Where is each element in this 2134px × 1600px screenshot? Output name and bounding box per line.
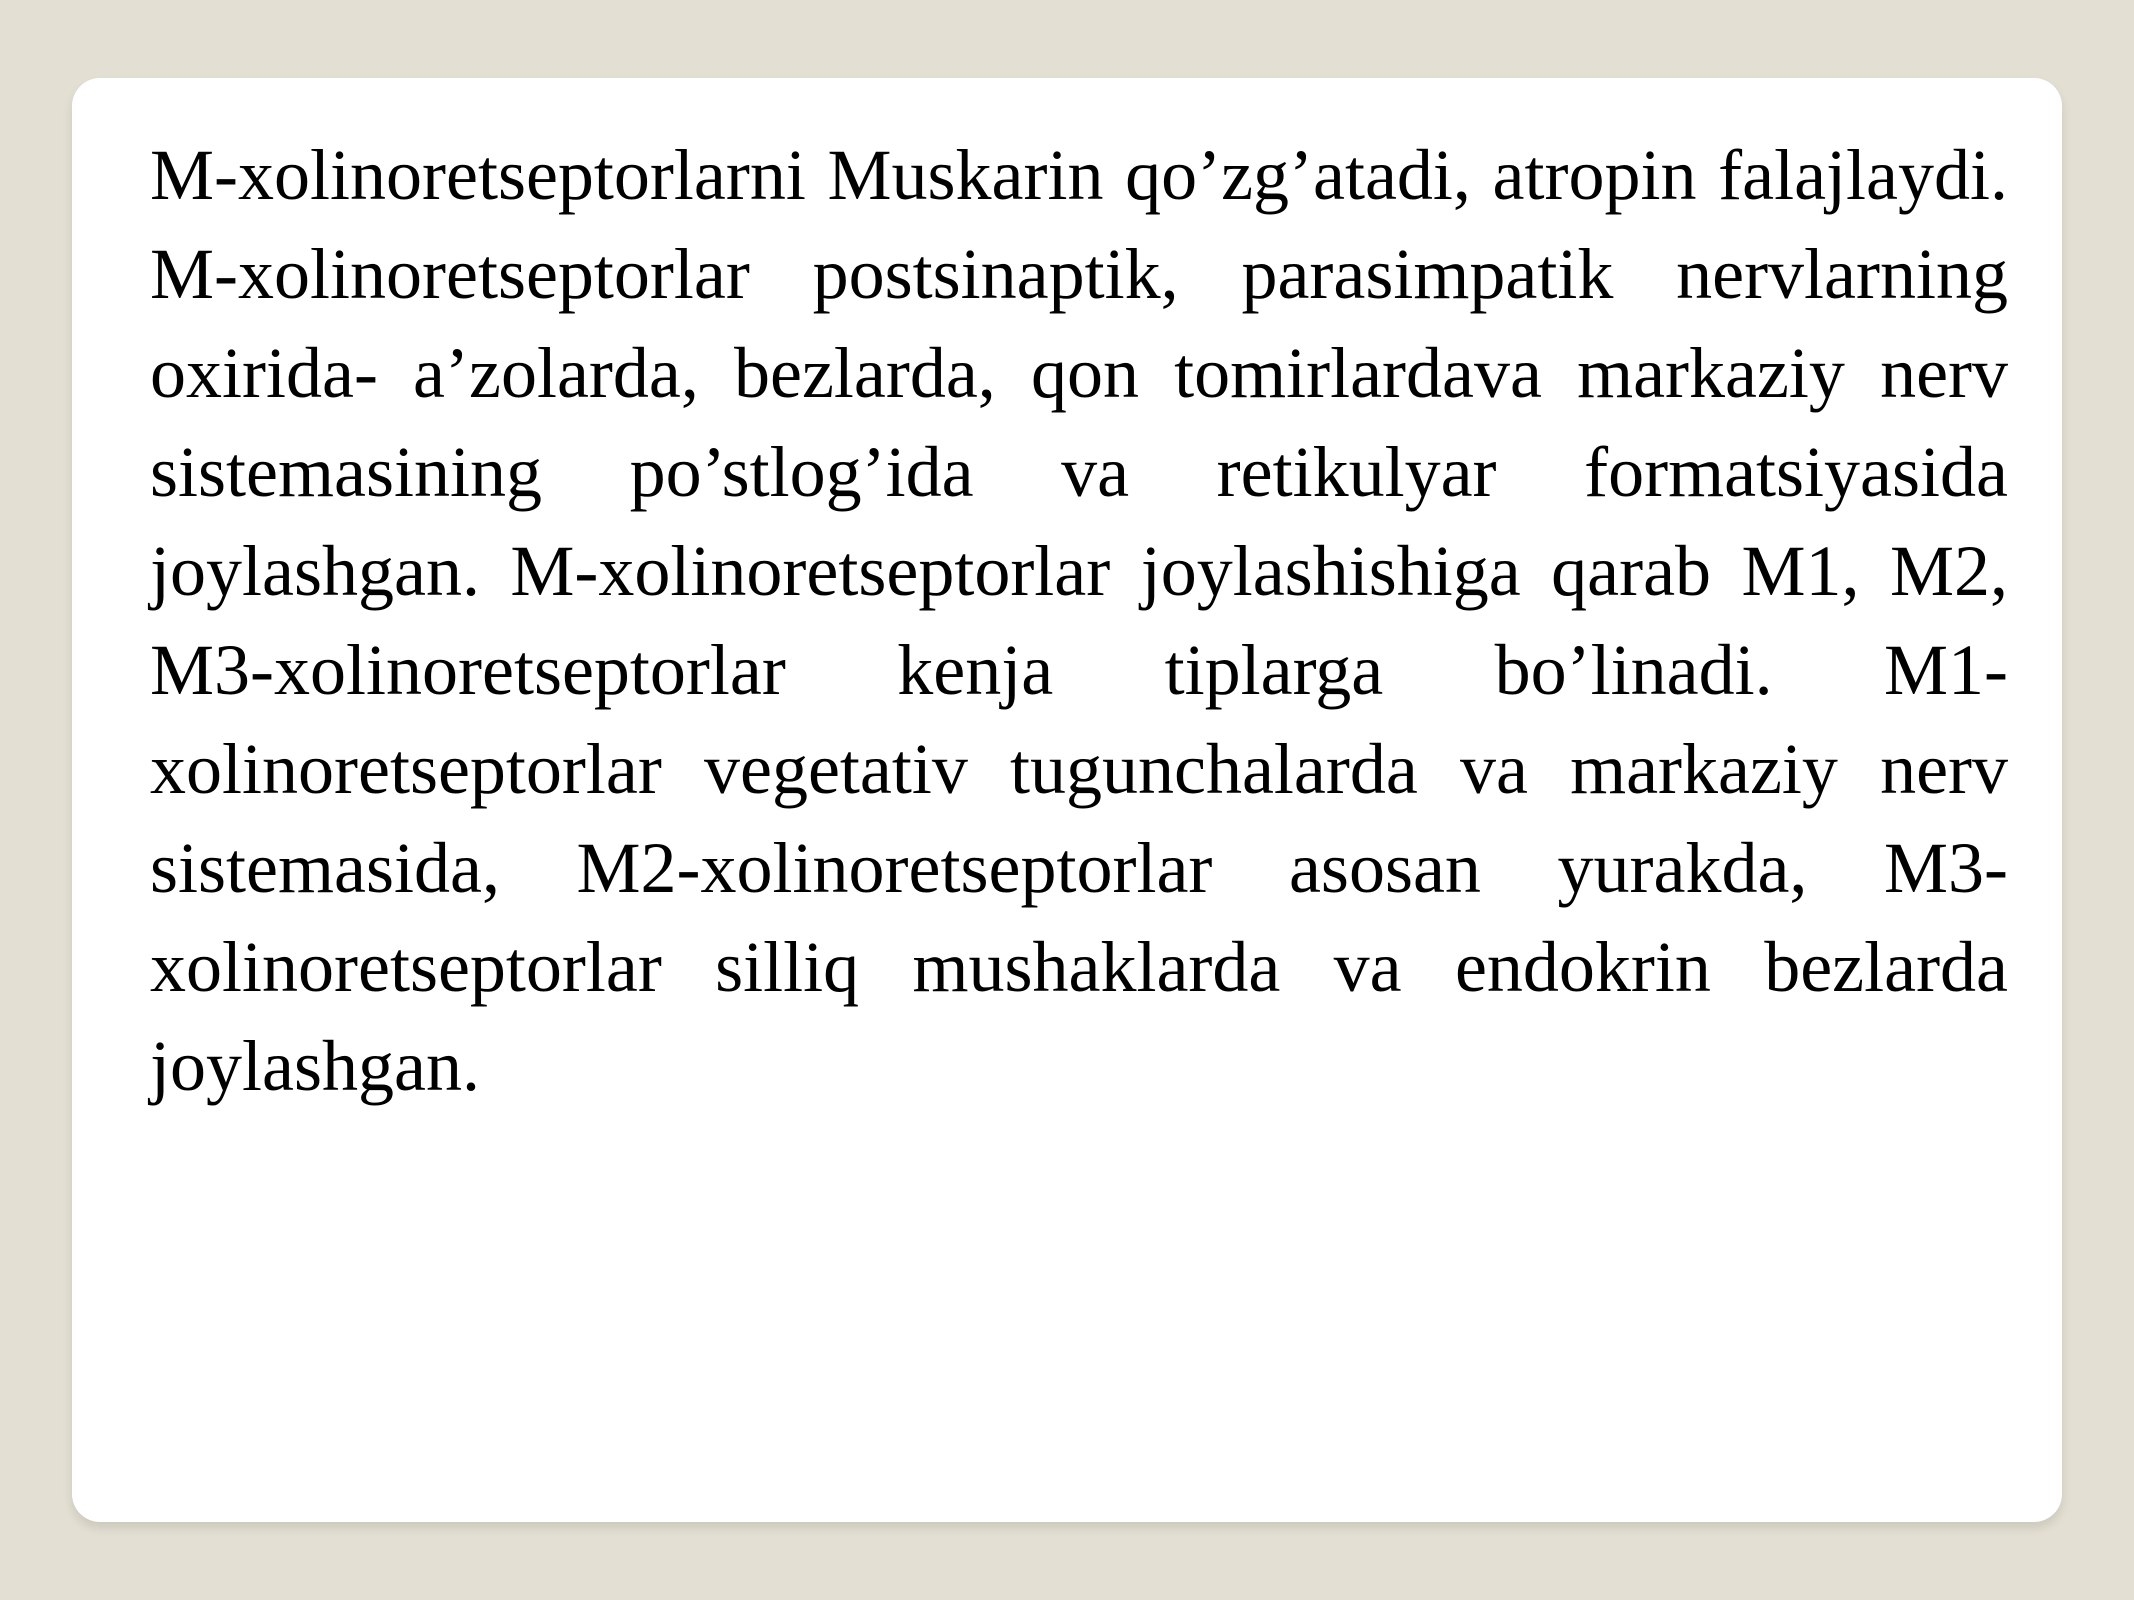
slide-body-text: M-xolinoretseptorlarni Muskarin qo’zg’atadi, atropin falajlaydi. M-xolinoretseptorlar postsinaptik, parasimpatik nervlarning oxirida- a’zolarda, bezlarda, qon tomirlardava markaziy nerv sistemasining po’stlog’ida va retikulyar formatsiyasida joylashgan. M-xolinoretseptorlar joylashishiga qarab M1, M2, M3-xolinoretseptorlar kenja tiplarga bo’linadi. M1-xolinoretseptorlar vegetativ tugunchalarda va markaziy nerv sistemasida, M2-xolinoretseptorlar asosan yurakda, M3-xolinoretseptorlar silliq mushaklarda va endokrin bezlarda joylashgan. xyxy=(150,135,2008,1106)
slide-card xyxy=(72,78,2062,1522)
